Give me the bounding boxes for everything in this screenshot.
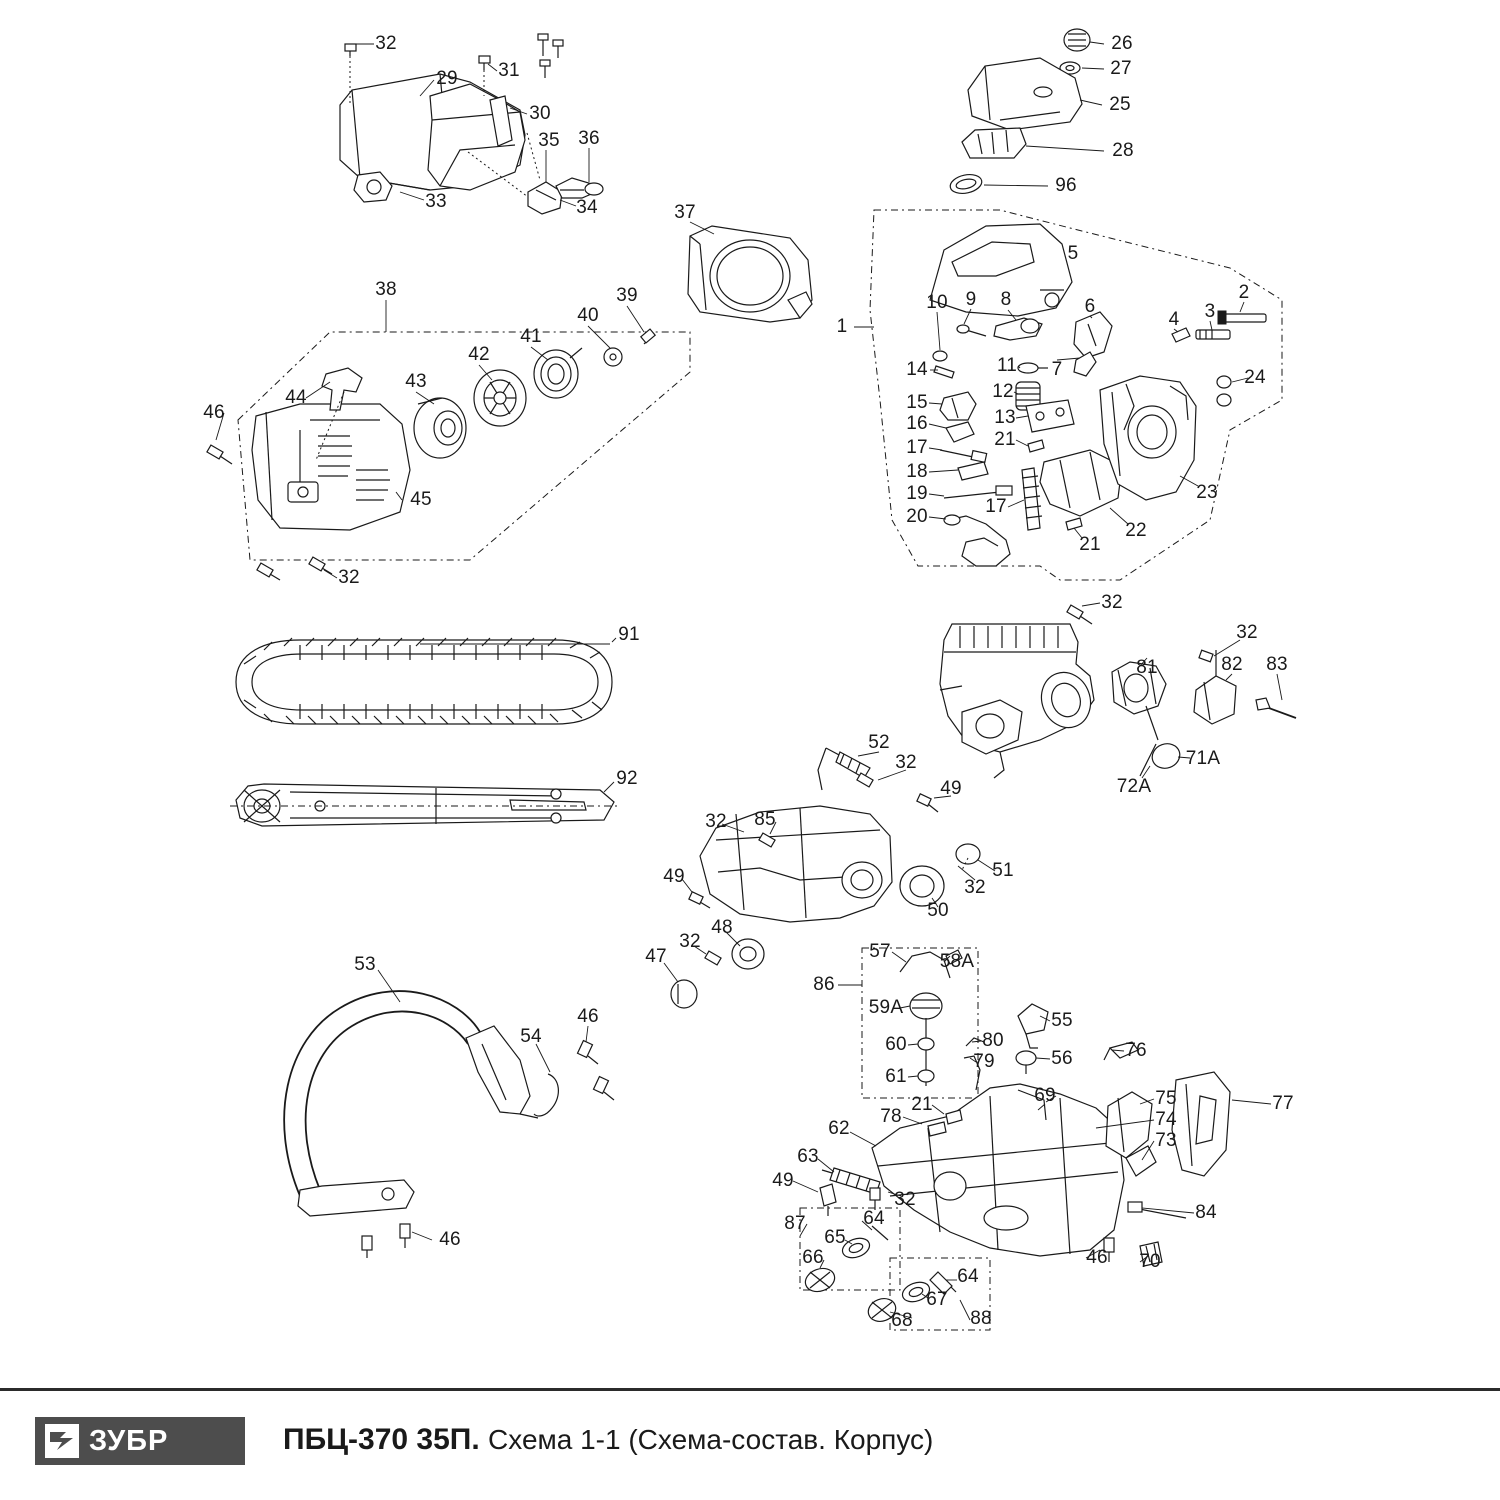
- callout-number: 64: [957, 1266, 979, 1287]
- callout-number: 51: [992, 860, 1014, 881]
- callout-number: 10: [926, 292, 948, 313]
- footer-title: [283, 1423, 933, 1457]
- callout-number: 49: [940, 778, 962, 799]
- callout-number: 15: [906, 392, 928, 413]
- callout-number: 79: [973, 1051, 995, 1072]
- brand-logo: [35, 1417, 245, 1465]
- callout-number: 57: [869, 941, 891, 962]
- callout-number: 32: [895, 752, 917, 773]
- callout-number: 38: [375, 279, 397, 300]
- callout-number: 87: [784, 1213, 806, 1234]
- callout-number: 8: [1000, 289, 1012, 310]
- callout-number: 50: [927, 900, 949, 921]
- callout-number: 52: [868, 732, 890, 753]
- callout-number: 86: [813, 974, 835, 995]
- callout-number: 75: [1155, 1088, 1177, 1109]
- callout-number: 21: [994, 429, 1016, 450]
- callout-number: 91: [618, 624, 640, 645]
- callout-number: 76: [1125, 1040, 1147, 1061]
- callout-number: 83: [1266, 654, 1288, 675]
- callout-number: 78: [880, 1106, 902, 1127]
- callout-number: 24: [1244, 367, 1266, 388]
- callout-number: 17: [985, 496, 1007, 517]
- callout-number: 82: [1221, 654, 1243, 675]
- callout-number: 68: [891, 1310, 913, 1331]
- callout-number: 25: [1109, 94, 1131, 115]
- part-group-air-filter: [948, 29, 1090, 196]
- callout-number: 63: [797, 1146, 819, 1167]
- callout-number: 35: [538, 130, 560, 151]
- callout-number: 6: [1084, 296, 1096, 317]
- callout-number: 17: [906, 437, 928, 458]
- callout-number: 66: [802, 1247, 824, 1268]
- callout-number: 18: [906, 461, 928, 482]
- callout-number: 43: [405, 371, 427, 392]
- callout-number: 53: [354, 954, 376, 975]
- callout-number: 56: [1051, 1048, 1073, 1069]
- callout-number: 27: [1110, 58, 1132, 79]
- part-group-rear-housing: [820, 1042, 1230, 1266]
- callout-number: 71A: [1185, 748, 1221, 769]
- callout-number: 7: [1051, 359, 1063, 380]
- callout-number: 19: [906, 483, 928, 504]
- callout-number: 42: [468, 344, 490, 365]
- callout-number: 54: [520, 1026, 542, 1047]
- callout-number: 44: [285, 387, 307, 408]
- zubr-arrow-icon: [45, 1424, 79, 1458]
- callout-number: 47: [645, 946, 667, 967]
- callout-number: 40: [577, 305, 599, 326]
- callout-number: 45: [410, 489, 432, 510]
- callout-number: 30: [529, 103, 551, 124]
- callout-number: 84: [1195, 1202, 1217, 1223]
- callout-number: 11: [996, 355, 1018, 376]
- callout-number: 33: [425, 191, 447, 212]
- part-91-chain: [236, 638, 612, 724]
- part-92-guide-bar: [230, 784, 620, 826]
- callout-number: 67: [926, 1289, 948, 1310]
- callout-number: 49: [663, 866, 685, 887]
- callout-number: 49: [772, 1170, 794, 1191]
- callout-number: 46: [439, 1229, 461, 1250]
- callout-number: 1: [836, 316, 848, 337]
- callout-number: 85: [754, 809, 776, 830]
- callout-number: 32: [679, 931, 701, 952]
- callout-number: 32: [705, 811, 727, 832]
- callout-number: 4: [1168, 309, 1180, 330]
- callout-number: 61: [885, 1066, 907, 1087]
- callout-number: 55: [1051, 1010, 1073, 1031]
- callout-number: 26: [1111, 33, 1133, 54]
- callout-number: 36: [578, 128, 600, 149]
- callout-number: 96: [1055, 175, 1077, 196]
- callout-number: 46: [1086, 1247, 1108, 1268]
- callout-number: 69: [1034, 1085, 1056, 1106]
- callout-number: 92: [616, 768, 638, 789]
- part-37-fan-housing: [688, 222, 812, 322]
- callout-number: 60: [885, 1034, 907, 1055]
- callout-number: 23: [1196, 482, 1218, 503]
- callout-number: 9: [965, 289, 977, 310]
- callout-number: 3: [1204, 301, 1216, 322]
- callout-number: 31: [498, 60, 520, 81]
- footer: [0, 1391, 1500, 1500]
- callout-number: 5: [1067, 243, 1079, 264]
- callout-number: 48: [711, 917, 733, 938]
- callout-number: 32: [1236, 622, 1258, 643]
- callout-number: 46: [577, 1006, 599, 1027]
- callout-number: 64: [863, 1208, 885, 1229]
- callout-number: 21: [911, 1094, 933, 1115]
- callout-number: 32: [894, 1189, 916, 1210]
- callout-number: 12: [992, 381, 1014, 402]
- callout-number: 46: [203, 402, 225, 423]
- brand-name: ЗУБР: [89, 1424, 169, 1457]
- callout-number: 32: [375, 33, 397, 54]
- callout-number: 62: [828, 1118, 850, 1139]
- callout-number: 13: [994, 407, 1016, 428]
- callout-number: 73: [1155, 1130, 1177, 1151]
- part-group-1-engine-assembly: [870, 210, 1282, 580]
- callout-number: 32: [338, 567, 360, 588]
- part-group-top-cover: [340, 34, 603, 214]
- callout-number: 32: [964, 877, 986, 898]
- part-group-38-starter: [207, 329, 690, 580]
- callout-number: 72A: [1116, 776, 1152, 797]
- scheme-name: Схема 1-1 (Схема-состав. Корпус): [488, 1424, 934, 1455]
- callout-number: 81: [1136, 657, 1158, 678]
- callout-number: 39: [616, 285, 638, 306]
- part-53-front-handle: [284, 991, 614, 1258]
- callout-number: 16: [906, 413, 928, 434]
- callout-number: 41: [520, 326, 542, 347]
- callout-number: 21: [1079, 534, 1101, 555]
- callout-number: 29: [436, 68, 458, 89]
- callout-number: 34: [576, 197, 598, 218]
- callout-number: 22: [1125, 520, 1147, 541]
- model-code: ПБЦ-370 35П.: [283, 1423, 480, 1456]
- callout-number: 80: [982, 1030, 1004, 1051]
- part-group-crankcase: [671, 748, 980, 1008]
- callout-number: 70: [1139, 1251, 1161, 1272]
- callout-number: 2: [1238, 282, 1250, 303]
- callout-number: 88: [970, 1308, 992, 1329]
- callout-number: 77: [1272, 1093, 1294, 1114]
- callout-number: 32: [1101, 592, 1123, 613]
- callout-number: 74: [1155, 1109, 1177, 1130]
- callout-number: 37: [674, 202, 696, 223]
- callout-number: 20: [906, 506, 928, 527]
- callout-number: 28: [1112, 140, 1134, 161]
- callout-number: 14: [906, 359, 928, 380]
- callout-number: 65: [824, 1227, 846, 1248]
- callout-number: 59A: [868, 997, 904, 1018]
- callout-number: 58A: [939, 951, 975, 972]
